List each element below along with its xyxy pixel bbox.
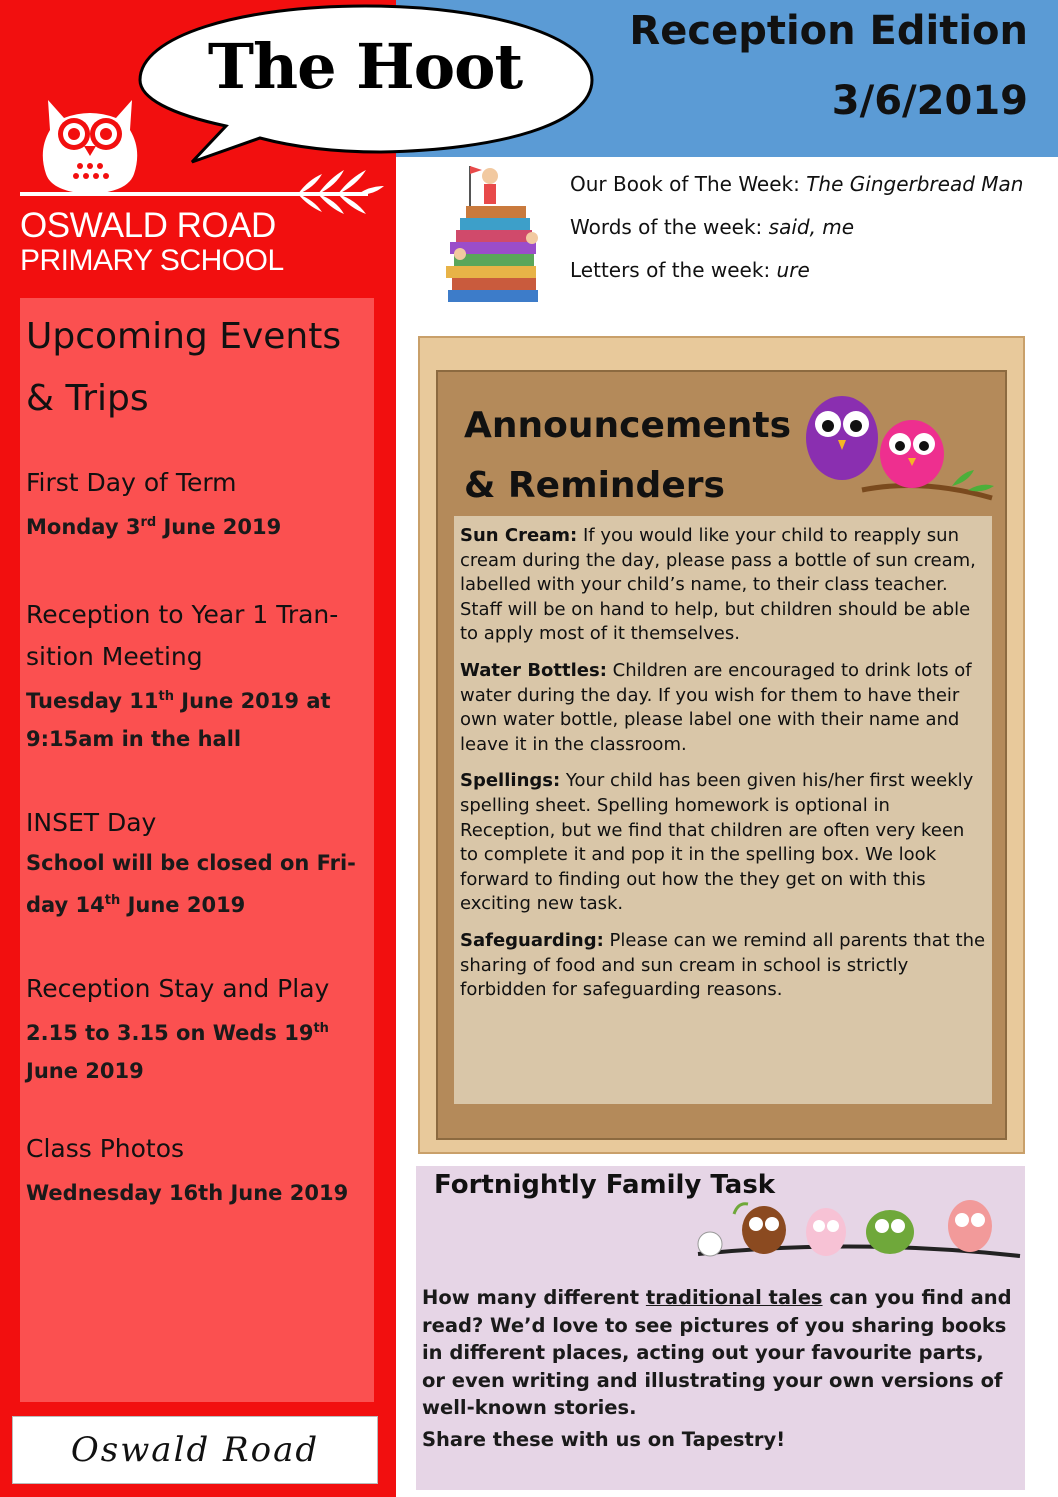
signature-text: Oswald Road: [70, 1430, 320, 1470]
event-detail: Wednesday 16th June 2019: [26, 1181, 349, 1205]
words-of-week: Words of the week: said, me: [570, 215, 855, 239]
owls-on-branch-icon: [802, 382, 1002, 502]
event-title: Reception Stay and Play: [26, 974, 330, 1003]
edition-title: Reception Edition: [629, 8, 1028, 54]
family-task-text: How many different traditional tales can you find and read? We’d love to see pictures of you sharing books in different places, acting out your favourite parts, or even writing and illustrating your own versions of well-known stories.: [422, 1286, 1012, 1419]
family-task-share: Share these with us on Tapestry!: [422, 1428, 786, 1451]
event-item: [26, 594, 372, 758]
event-title: Reception to Year 1 Tran-sition Meeting: [26, 600, 339, 671]
announcement-item: Safeguarding: Please can we remind all parents that the sharing of food and sun cream in school is strictly forbidden for safeguarding reasons.: [460, 929, 986, 1001]
family-task-panel: [416, 1166, 1025, 1490]
event-item: [26, 462, 372, 546]
book-stack-icon: [440, 162, 550, 307]
events-heading: Upcoming Events & Trips: [26, 316, 342, 419]
event-item: [26, 802, 372, 924]
newsletter-title: The Hoot: [207, 30, 523, 103]
edition-date: 3/6/2019: [831, 78, 1028, 124]
owls-row-icon: [694, 1194, 1024, 1264]
announcement-note: [454, 516, 992, 1104]
announcement-item: Sun Cream: If you would like your child to reapply sun cream during the day, please pass a bottle of sun cream, labelled with your child’s name, to their class teacher. Staff will be on hand to help, but children should be able to apply most of it themselves.: [460, 525, 976, 645]
announcement-item: Water Bottles: Children are encouraged to drink lots of water during the day. If you wish for them to have their own water bottle, please label one with their name and leave it in the classroom.: [460, 659, 972, 755]
event-item: [26, 968, 372, 1090]
school-name-line1: OSWALD ROAD: [20, 206, 276, 245]
event-detail: Monday 3rd June 2019: [26, 515, 282, 539]
event-title: First Day of Term: [26, 468, 237, 497]
upcoming-events-panel: [18, 296, 376, 1404]
event-title: INSET Day: [26, 808, 157, 837]
family-task-heading: Fortnightly Family Task: [434, 1170, 776, 1200]
event-detail: 2.15 to 3.15 on Weds 19th June 2019: [26, 1021, 329, 1083]
event-detail: Tuesday 11th June 2019 at 9:15am in the hall: [26, 689, 331, 751]
week-info: [570, 168, 1030, 297]
event-item: [26, 1128, 372, 1212]
school-name-line2: PRIMARY SCHOOL: [20, 244, 284, 277]
book-of-week: Our Book of The Week: The Gingerbread Man: [570, 172, 1024, 196]
announcements-heading: Announcements & Reminders: [464, 405, 792, 506]
event-detail: School will be closed on Fri-day 14th June 2019: [26, 851, 356, 917]
signature-box: [12, 1416, 378, 1484]
event-title: Class Photos: [26, 1134, 185, 1163]
letters-of-week: Letters of the week: ure: [570, 258, 810, 282]
announcement-board: [418, 336, 1025, 1154]
announcement-item: Spellings: Your child has been given his/her first weekly spelling sheet. Spelling homework is optional in Reception, but we find that children are often very keen to complete it and pop it in the spelling box. We look forward to finding out how the they get on with this exciting new task.: [460, 770, 974, 915]
